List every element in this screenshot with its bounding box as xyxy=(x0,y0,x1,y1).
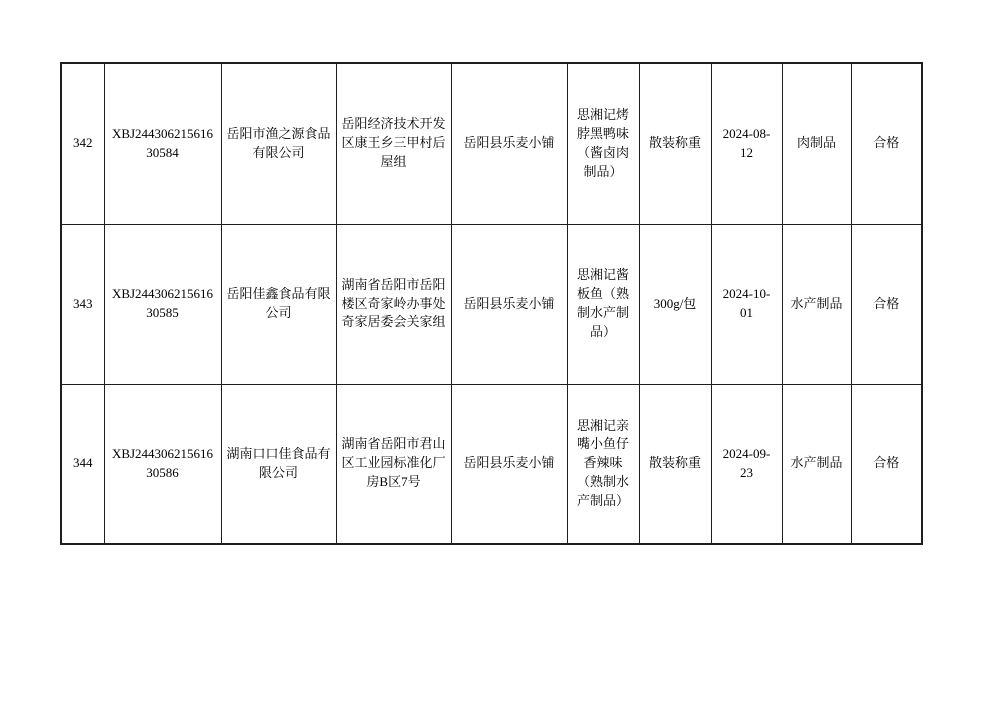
cell-result: 合格 xyxy=(851,63,922,224)
cell-report-no: XBJ24430621561630584 xyxy=(104,63,221,224)
inspection-results-table xyxy=(60,62,923,545)
cell-producer-address: 湖南省岳阳市岳阳楼区奇家岭办事处奇家居委会关家组 xyxy=(336,224,451,384)
cell-product-name: 思湘记酱板鱼（熟制水产制品） xyxy=(567,224,639,384)
table-row xyxy=(61,224,922,384)
cell-result: 合格 xyxy=(851,224,922,384)
table-row xyxy=(61,63,922,224)
cell-category: 肉制品 xyxy=(782,63,851,224)
cell-report-no: XBJ24430621561630586 xyxy=(104,384,221,544)
cell-producer: 岳阳佳鑫食品有限公司 xyxy=(221,224,336,384)
cell-product-name: 思湘记亲嘴小鱼仔香辣味（熟制水产制品） xyxy=(567,384,639,544)
cell-seq: 344 xyxy=(61,384,104,544)
cell-report-no: XBJ24430621561630585 xyxy=(104,224,221,384)
cell-spec: 散装称重 xyxy=(639,63,711,224)
cell-production-date: 2024-10-01 xyxy=(711,224,782,384)
cell-producer: 湖南口口佳食品有限公司 xyxy=(221,384,336,544)
cell-production-date: 2024-09-23 xyxy=(711,384,782,544)
cell-category: 水产制品 xyxy=(782,384,851,544)
cell-result: 合格 xyxy=(851,384,922,544)
cell-producer-address: 岳阳经济技术开发区康王乡三甲村后屋组 xyxy=(336,63,451,224)
cell-spec: 300g/包 xyxy=(639,224,711,384)
cell-spec: 散装称重 xyxy=(639,384,711,544)
table-row xyxy=(61,384,922,544)
cell-production-date: 2024-08-12 xyxy=(711,63,782,224)
cell-category: 水产制品 xyxy=(782,224,851,384)
cell-product-name: 思湘记烤脖黑鸭味（酱卤肉制品） xyxy=(567,63,639,224)
cell-sampled-unit: 岳阳县乐麦小铺 xyxy=(451,384,567,544)
cell-producer-address: 湖南省岳阳市君山区工业园标准化厂房B区7号 xyxy=(336,384,451,544)
cell-sampled-unit: 岳阳县乐麦小铺 xyxy=(451,224,567,384)
cell-producer: 岳阳市渔之源食品有限公司 xyxy=(221,63,336,224)
cell-sampled-unit: 岳阳县乐麦小铺 xyxy=(451,63,567,224)
cell-seq: 342 xyxy=(61,63,104,224)
cell-seq: 343 xyxy=(61,224,104,384)
